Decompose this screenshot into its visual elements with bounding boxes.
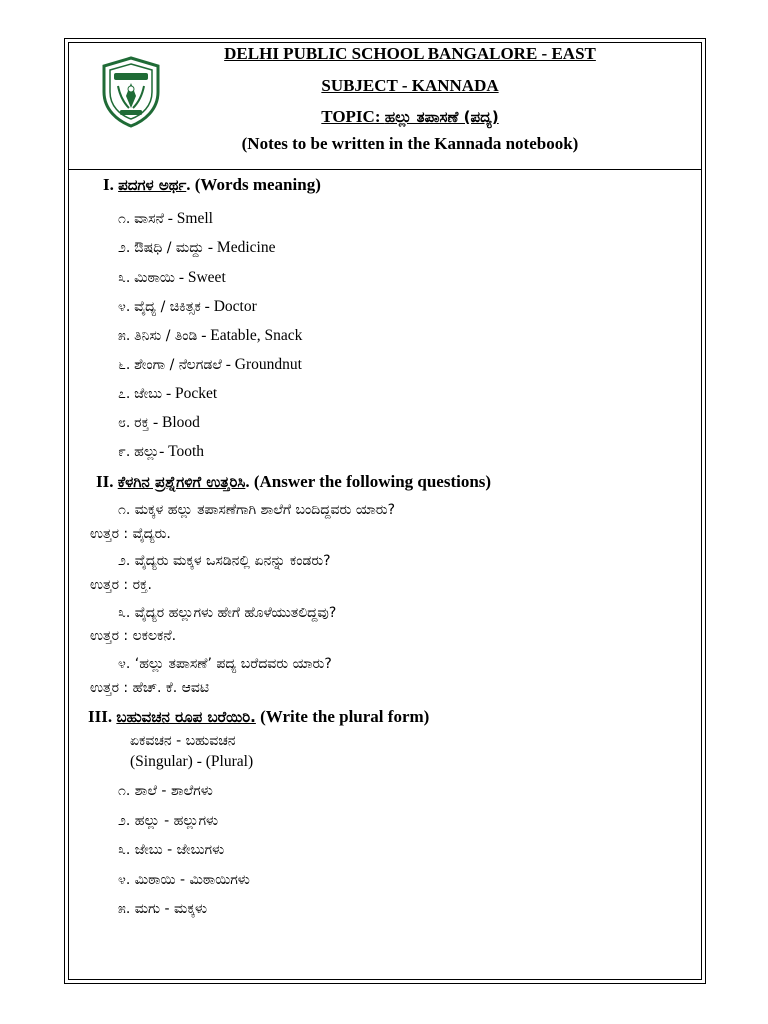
plural-item-text: ೩. ಜೇಬು - ಜೇಬುಗಳು [118,842,225,858]
item-english: - Smell [163,210,213,227]
word-meaning-item [118,326,302,346]
singular-plural-kannada-text: ಏಕವಚನ - ಬಹುವಚನ [130,733,236,749]
item-kannada: ಹಲ್ಲು [134,444,160,460]
word-meaning-item [118,209,213,229]
answer-text: ಉತ್ತರ : ಲಕಲಕನೆ. [90,628,177,644]
plural-item-text: ೨. ಹಲ್ಲು - ಹಲ್ಲುಗಳು [118,813,219,829]
item-english: - Pocket [162,385,218,402]
item-kannada: ವೈದ್ಯ / ಚಿಕಿತ್ಸಕ [134,299,201,315]
item-kannada: ಶೇಂಗಾ / ನೆಲಗಡಲೆ [134,357,222,373]
item-number: ೪. [118,299,131,315]
topic-kannada: ಹಲ್ಲು ತಪಾಸಣೆ (ಪದ್ಯ) [384,108,499,126]
question-text: ೧. ಮಕ್ಕಳ ಹಲ್ಲು ತಪಾಸಣೆಗಾಗಿ ಶಾಲೆಗೆ ಬಂದಿದ್ದವರು ಯಾರು? [118,502,396,518]
section-2-title-kannada: ಕೆಳಗಿನ ಪ್ರಶ್ನೆಗಳಿಗೆ ಉತ್ತರಿಸಿ [117,473,246,491]
item-english: - Tooth [159,443,205,460]
word-meaning-item [118,238,275,258]
section-1-title-english: (Words meaning) [194,175,321,194]
item-number: ೮. [118,415,131,431]
section-1-number: I. [103,175,114,194]
school-name: DELHI PUBLIC SCHOOL BANGALORE - EAST [224,44,596,63]
item-english: - Groundnut [221,356,302,373]
plural-item [118,899,207,919]
plural-item [118,840,224,860]
item-kannada: ಮಿಠಾಯಿ [134,270,175,286]
item-english: - Eatable, Snack [197,327,303,344]
item-english: - Medicine [204,239,276,256]
question-text: ೪. ‘ಹಲ್ಲು ತಪಾಸಣೆ’ ಪದ್ಯ ಬರೆದವರು ಯಾರು? [118,656,332,672]
section-2-dot: . [245,472,250,491]
plural-item [118,781,213,801]
item-kannada: ತಿನಿಸು / ತಿಂಡಿ [134,328,198,344]
item-number: ೬. [118,357,131,373]
section-3-title-kannada: ಬಹುವಚನ ರೂಪ ಬರೆಯಿರಿ. [116,708,256,726]
section-1-heading [103,175,321,195]
topic-prefix: TOPIC: [321,107,385,126]
plural-item-text: ೪. ಮಿಠಾಯಿ - ಮಿಠಾಯಿಗಳು [118,872,250,888]
section-2-number: II. [96,472,114,491]
answer [90,575,152,595]
section-3-heading [88,707,429,727]
section-3-number: III. [88,707,113,726]
word-meaning-item [118,442,204,462]
item-english: - Blood [149,414,200,431]
item-english: - Sweet [174,269,226,286]
item-kannada: ಜೇಬು [134,386,163,402]
plural-item [118,811,218,831]
item-number: ೭. [118,386,131,402]
question-text: ೨. ವೈದ್ಯರು ಮಕ್ಕಳ ಒಸಡಿನಲ್ಲಿ ಏನನ್ನು ಕಂಡರು? [118,553,331,569]
item-number: ೯. [118,444,131,460]
plural-item-text: ೧. ಶಾಲೆ - ಶಾಲೆಗಳು [118,783,213,799]
header-divider [68,169,702,170]
question-text: ೩. ವೈದ್ಯರ ಹಲ್ಲುಗಳು ಹೇಗೆ ಹೊಳೆಯುತಲಿದ್ದವು? [118,605,337,621]
item-kannada: ವಾಸನೆ [134,211,164,227]
item-kannada: ರಕ್ತ [134,415,150,431]
notebook-note: (Notes to be written in the Kannada notebook) [241,134,579,153]
answer-text: ಉತ್ತರ : ರಕ್ತ. [90,577,152,593]
answer [90,524,171,544]
subject-title: SUBJECT - KANNADA [321,76,499,95]
item-number: ೩. [118,270,131,286]
answer [90,678,209,698]
section-2-title-english: (Answer the following questions) [253,472,492,491]
section-3-title-english: (Write the plural form) [260,707,430,726]
word-meaning-item [118,355,302,375]
item-number: ೧. [118,211,131,227]
plural-item-text: ೫. ಮಗು - ಮಕ್ಕಳು [118,901,208,917]
question [118,603,336,623]
answer-text: ಉತ್ತರ : ಹೆಚ್. ಕೆ. ಆವಟಿ [90,680,209,696]
answer-text: ಉತ್ತರ : ವೈದ್ಯರು. [90,526,171,542]
word-meaning-item [118,268,226,288]
question [118,654,332,674]
section-1-title-kannada: ಪದಗಳ ಅರ್ಥ [118,176,187,194]
item-number: ೫. [118,328,131,344]
word-meaning-item [118,384,217,404]
question [118,551,331,571]
item-kannada: ಔಷಧಿ / ಮದ್ದು [134,240,204,256]
school-logo-emblem [100,56,162,128]
plural-item [118,870,250,890]
word-meaning-item [118,413,200,433]
item-number: ೨. [118,240,131,256]
answer [90,626,176,646]
singular-plural-english: (Singular) - (Plural) [130,753,254,770]
item-english: - Doctor [200,298,257,315]
section-2-heading [96,472,491,492]
section-1-dot: . [186,175,191,194]
question [118,500,395,520]
word-meaning-item [118,297,257,317]
singular-plural-kannada [130,731,236,751]
topic-title [170,107,650,127]
